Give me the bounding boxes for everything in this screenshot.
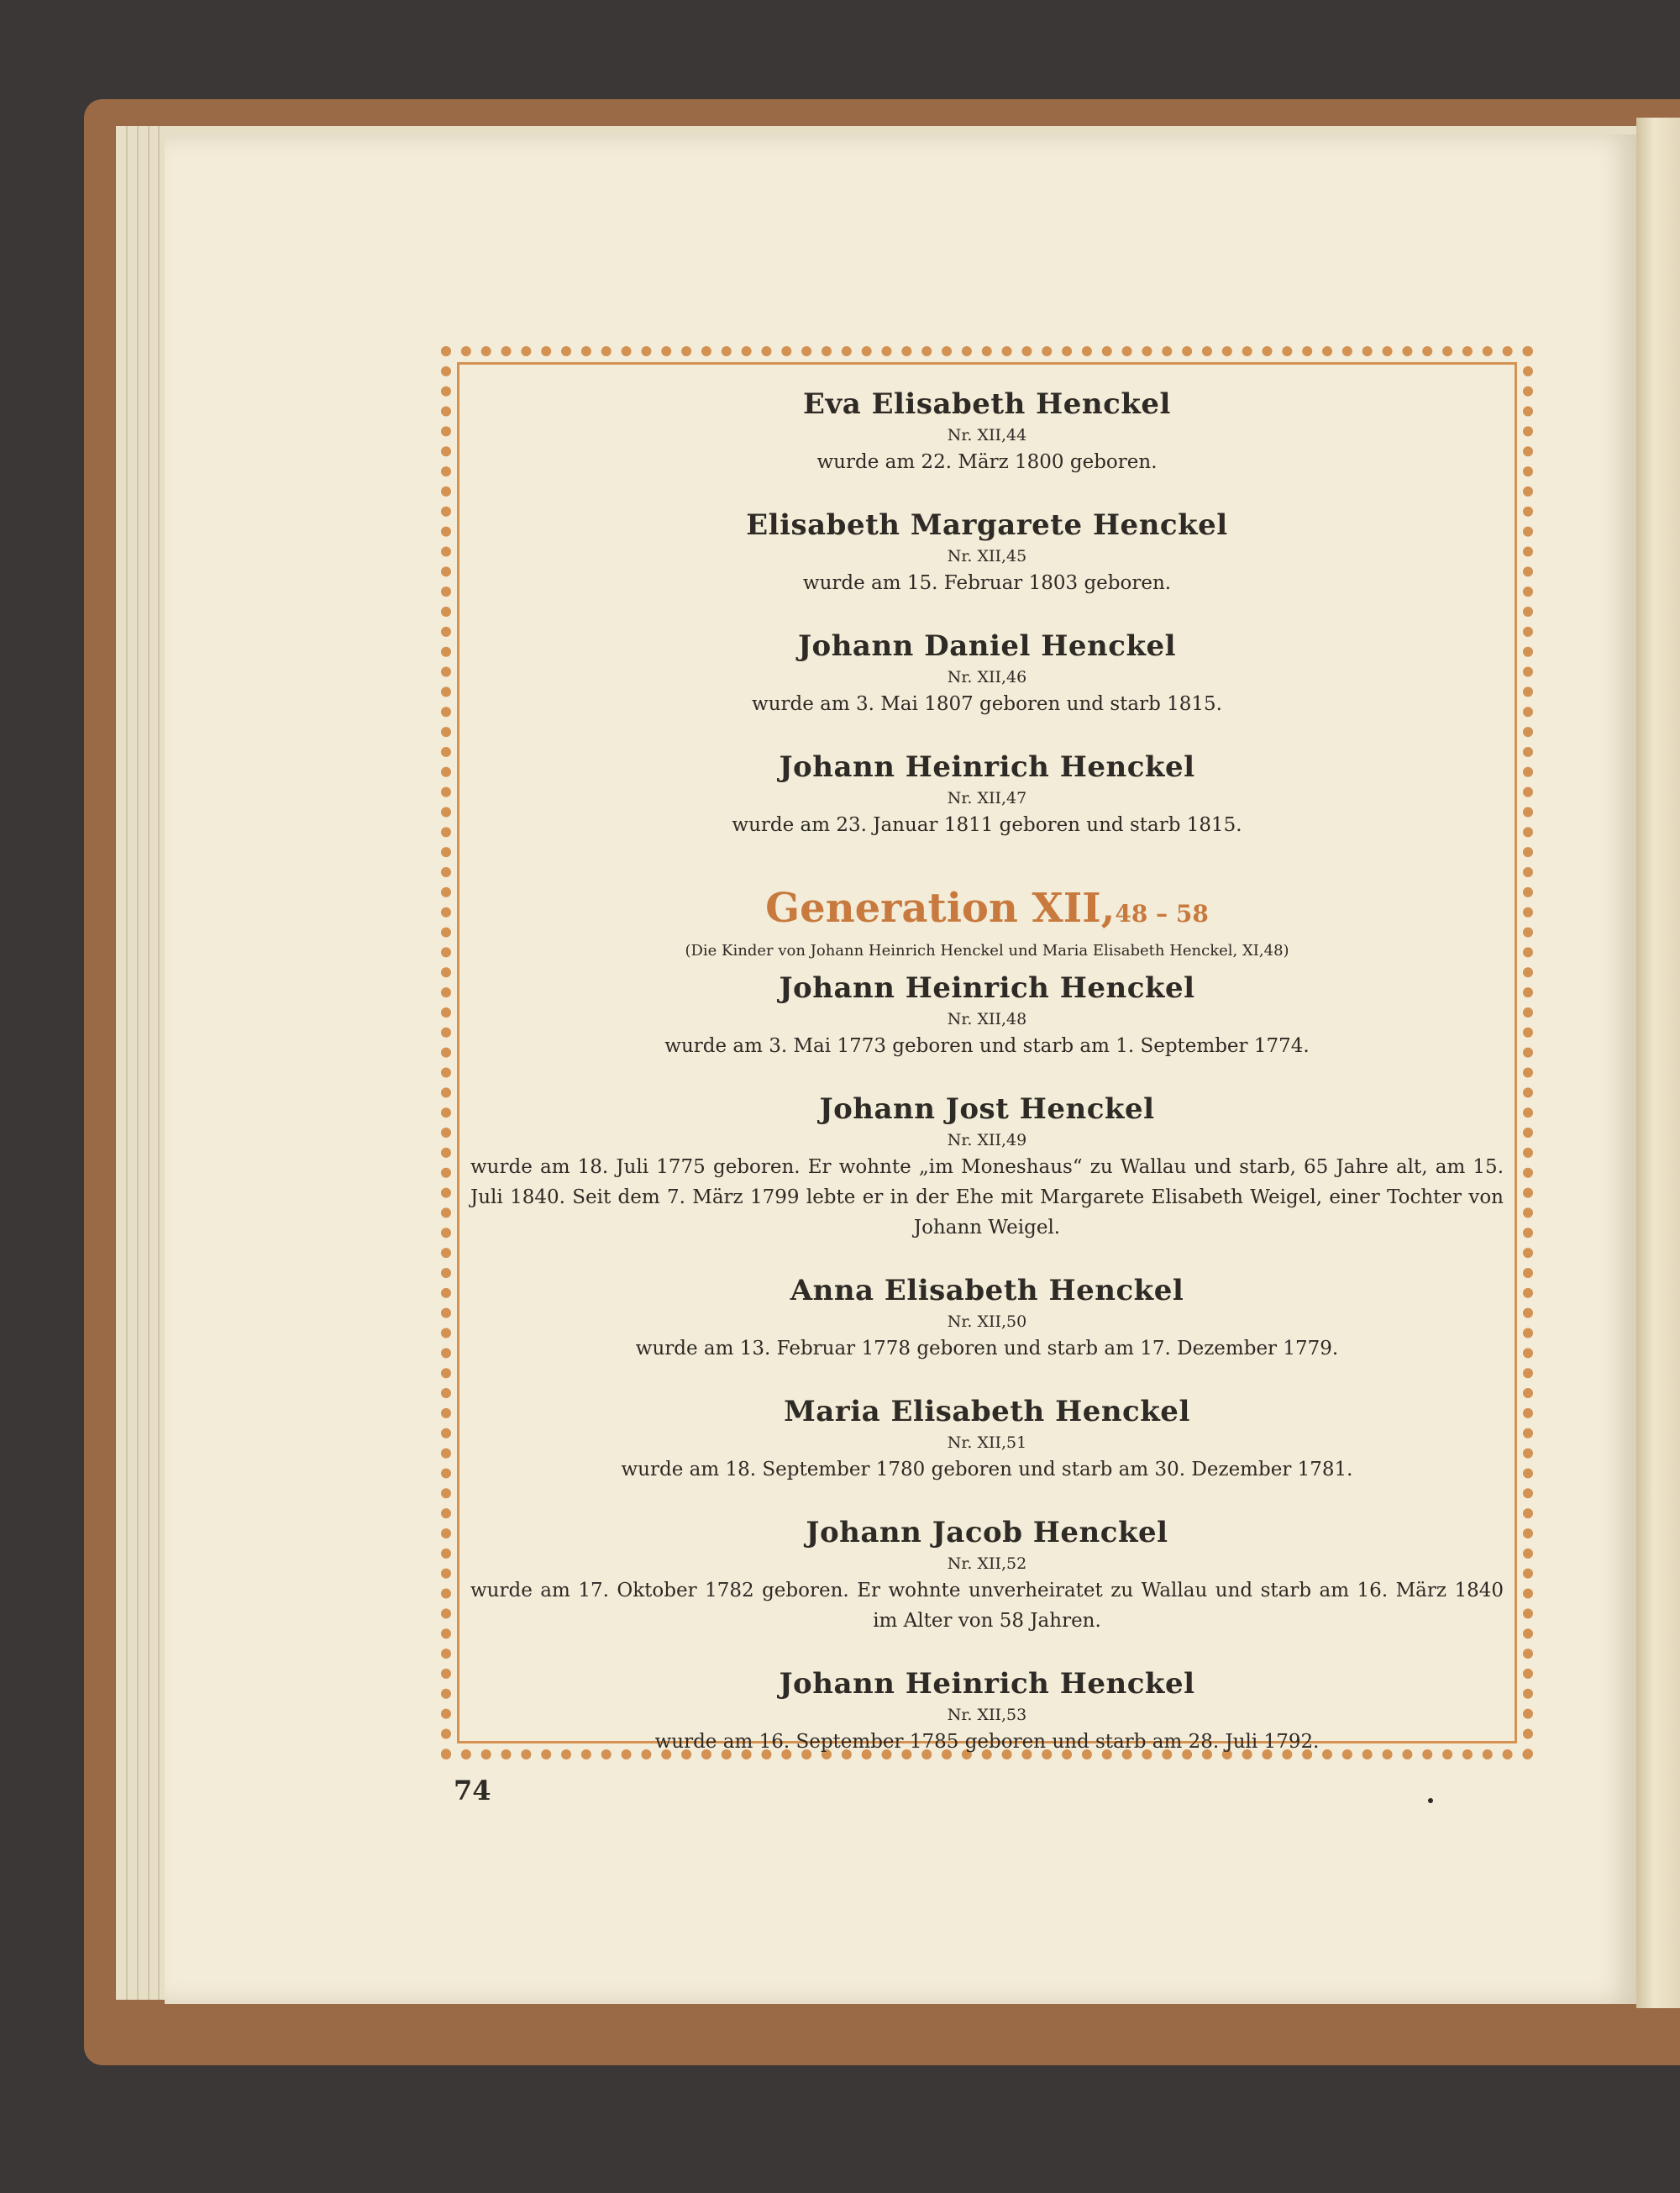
entry-text: wurde am 15. Februar 1803 geboren.: [802, 572, 1172, 594]
genealogy-entry: [470, 1392, 1504, 1485]
person-name: Johann Heinrich Henckel: [779, 1667, 1195, 1701]
genealogy-entry: [470, 969, 1504, 1061]
genealogy-entry: [470, 627, 1504, 719]
generation-range: 48 – 58: [1115, 900, 1209, 928]
entry-text: wurde am 3. Mai 1807 geboren und starb 1815.: [752, 693, 1222, 715]
facing-page-edge: [1636, 118, 1680, 2008]
person-name: Johann Heinrich Henckel: [779, 750, 1195, 784]
page-content: [470, 385, 1504, 1753]
entry-number: Nr. XII,44: [947, 426, 1027, 444]
page-edge-line: [158, 126, 160, 2000]
person-name: Johann Heinrich Henckel: [779, 971, 1195, 1005]
genealogy-entry: [470, 748, 1504, 840]
generation-note: (Die Kinder von Johann Heinrich Henckel und Maria Elisabeth Henckel, XI,48): [685, 942, 1289, 960]
entry-text: wurde am 18. Juli 1775 geboren. Er wohnte „im Moneshaus“ zu Wallau und starb, 65 Jahre alt, am 15. Juli 1840. Seit dem 7. März 1799 lebte er in der Ehe mit Margarete Elisabeth Weigel, einer Tochter von Johann Weigel.: [470, 1156, 1504, 1238]
person-name: Eva Elisabeth Henckel: [803, 387, 1171, 421]
person-name: Anna Elisabeth Henckel: [790, 1274, 1184, 1307]
entry-text: wurde am 13. Februar 1778 geboren und starb am 17. Dezember 1779.: [635, 1338, 1339, 1359]
page-number: 74: [454, 1775, 491, 1806]
person-name: Johann Daniel Henckel: [797, 629, 1177, 663]
person-name: Johann Jost Henckel: [819, 1092, 1155, 1126]
entry-text: wurde am 17. Oktober 1782 geboren. Er wohnte unverheiratet zu Wallau und starb am 16. März 1840 im Alter von 58 Jahren.: [470, 1580, 1504, 1632]
genealogy-entry: [470, 1090, 1504, 1243]
genealogy-entry: [470, 385, 1504, 477]
generation-title: Generation XII,: [765, 885, 1116, 932]
genealogy-entry: [470, 1271, 1504, 1364]
genealogy-entry: [470, 1664, 1504, 1757]
genealogy-entry: [470, 506, 1504, 598]
entry-number: Nr. XII,51: [947, 1433, 1027, 1452]
entry-text: wurde am 22. März 1800 geboren.: [816, 451, 1158, 473]
entry-text: wurde am 16. September 1785 geboren und starb am 28. Juli 1792.: [654, 1731, 1320, 1753]
genealogy-entry: [470, 1513, 1504, 1636]
page-edge-line: [148, 126, 150, 2000]
person-name: Maria Elisabeth Henckel: [784, 1395, 1190, 1428]
entry-text: wurde am 23. Januar 1811 geboren und starb 1815.: [732, 814, 1242, 836]
entry-number: Nr. XII,45: [947, 547, 1027, 565]
person-name: Elisabeth Margarete Henckel: [746, 508, 1228, 542]
entry-number: Nr. XII,46: [947, 668, 1027, 686]
person-name: Johann Jacob Henckel: [806, 1516, 1168, 1549]
entry-number: Nr. XII,53: [947, 1706, 1027, 1724]
ink-dot: [1428, 1798, 1433, 1803]
entry-number: Nr. XII,49: [947, 1131, 1027, 1149]
entry-number: Nr. XII,50: [947, 1312, 1027, 1331]
page-edge-line: [137, 126, 139, 2000]
entry-number: Nr. XII,52: [947, 1554, 1027, 1573]
entry-number: Nr. XII,47: [947, 789, 1027, 807]
generation-heading: [470, 884, 1504, 939]
entry-text: wurde am 18. September 1780 geboren und starb am 30. Dezember 1781.: [621, 1459, 1353, 1480]
entry-number: Nr. XII,48: [947, 1010, 1027, 1028]
page-edge-line: [126, 126, 128, 2000]
entry-text: wurde am 3. Mai 1773 geboren und starb am 1. September 1774.: [664, 1035, 1310, 1057]
